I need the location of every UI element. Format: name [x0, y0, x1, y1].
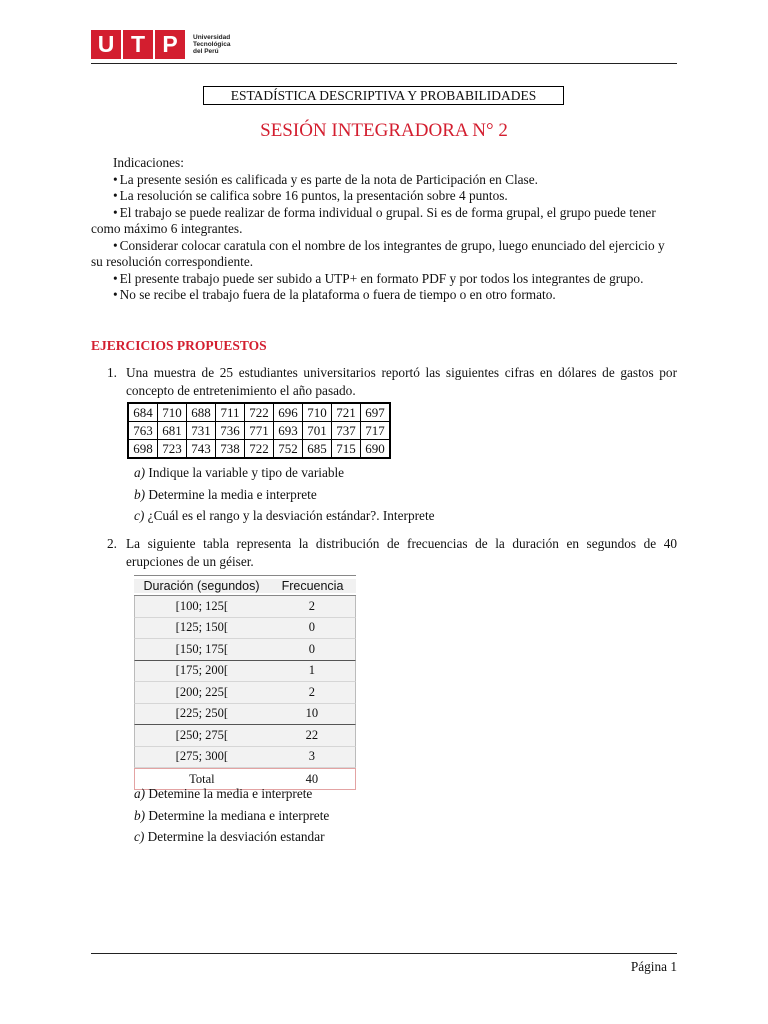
table-cell: 721	[332, 403, 361, 422]
table-cell: 715	[332, 440, 361, 459]
table-cell: 731	[187, 422, 216, 440]
table-cell: 737	[332, 422, 361, 440]
indication-item: • La resolución se califica sobre 16 puntos, la presentación sobre 4 puntos.	[113, 188, 508, 203]
table-cell: 696	[274, 403, 303, 422]
bullet-icon: •	[113, 171, 118, 187]
list-item: b) Determine la mediana e interprete	[134, 807, 330, 823]
indication-item: • No se recibe el trabajo fuera de la plataforma o fuera de tiempo o en otro formato.	[113, 287, 556, 302]
table-cell: 738	[216, 440, 245, 459]
bullet-icon: •	[113, 204, 118, 220]
table-cell: 701	[303, 422, 332, 440]
table-cell: 743	[187, 440, 216, 459]
table-cell: 723	[158, 440, 187, 459]
session-title: SESIÓN INTEGRADORA N° 2	[260, 120, 508, 141]
total-value: 40	[305, 771, 319, 786]
frequency-value: 3	[308, 749, 316, 764]
table-cell: 710	[158, 403, 187, 422]
logo-letter-p: P	[155, 30, 185, 59]
table-cell: 690	[361, 440, 391, 459]
indications-block	[91, 155, 677, 304]
table-row	[128, 440, 390, 459]
bullet-icon: •	[113, 188, 118, 203]
table-cell: 711	[216, 403, 245, 422]
table-row	[128, 422, 390, 440]
bullet-icon: •	[113, 287, 118, 302]
frequency-value: 1	[308, 663, 316, 678]
frequency-value: 10	[305, 706, 319, 721]
table-cell: 763	[128, 422, 158, 440]
table-cell: 771	[245, 422, 274, 440]
exercise-text: La siguiente tabla representa la distribución de frecuencias de la duración en segundos de 40 erupciones de un géiser.	[126, 536, 677, 569]
logo-line-2: Tecnológica	[193, 41, 231, 48]
indication-item: • Considerar colocar caratula con el nombre de los integrantes de grupo, luego enunciado del ejercicio y su resolución correspondiente.	[91, 237, 665, 269]
duration-interval: [275; 300[	[175, 749, 229, 764]
duration-interval: [125; 150[	[175, 620, 229, 635]
logo-line-3: del Perú	[193, 48, 219, 55]
header-divider	[91, 63, 677, 64]
header-frequency: Frecuencia	[269, 579, 356, 593]
logo-letter-u: U	[91, 30, 121, 59]
duration-interval: [250; 275[	[175, 727, 229, 742]
exercise-number: 2.	[107, 536, 117, 551]
table-cell: 752	[274, 440, 303, 459]
indication-item: • El presente trabajo puede ser subido a UTP+ en formato PDF y por todos los integrantes de grupo.	[113, 270, 644, 286]
frequency-value: 0	[308, 641, 316, 656]
list-item: c) Determine la desviación estandar	[134, 829, 325, 844]
table-row	[134, 704, 356, 726]
table-cell: 681	[158, 422, 187, 440]
list-item: a) Indique la variable y tipo de variable	[134, 465, 345, 480]
table-cell: 722	[245, 403, 274, 422]
footer-divider	[91, 953, 677, 954]
page-number: Página 1	[630, 959, 677, 974]
table-cell: 698	[128, 440, 158, 459]
frequency-value: 0	[308, 620, 316, 635]
logo-line-1: Universidad	[193, 34, 231, 41]
frequency-value: 22	[305, 727, 319, 742]
expenses-table	[127, 402, 391, 459]
total-label: Total	[189, 771, 215, 786]
table-cell: 684	[128, 403, 158, 422]
duration-interval: [200; 225[	[175, 684, 229, 699]
indication-item: • La presente sesión es calificada y es parte de la nota de Participación en Clase.	[113, 171, 538, 187]
table-row	[134, 639, 356, 661]
exercise-1-items	[134, 465, 435, 530]
table-row	[134, 682, 356, 704]
bullet-icon: •	[113, 237, 118, 253]
table-row	[134, 618, 356, 640]
bullet-icon: •	[113, 270, 118, 286]
section-title: EJERCICIOS PROPUESTOS	[91, 338, 267, 353]
table-row	[134, 596, 356, 618]
duration-interval: [150; 175[	[175, 641, 229, 656]
indications-heading: Indicaciones:	[113, 155, 184, 170]
table-cell: 688	[187, 403, 216, 422]
exercise-2-items	[134, 786, 329, 851]
utp-logo	[91, 30, 230, 59]
exercise-1	[91, 364, 677, 400]
table-row	[134, 725, 356, 747]
logo-text	[193, 34, 230, 55]
frequency-value: 2	[308, 598, 316, 613]
table-cell: 710	[303, 403, 332, 422]
table-cell: 722	[245, 440, 274, 459]
table-row	[128, 403, 390, 422]
table-cell: 693	[274, 422, 303, 440]
list-item: a) Detemine la media e interprete	[134, 786, 313, 801]
logo-letter-t: T	[123, 30, 153, 59]
frequency-value: 2	[308, 684, 316, 699]
table-cell: 717	[361, 422, 391, 440]
exercise-text: Una muestra de 25 estudiantes universitarios reportó las siguientes cifras en dólares de gastos por concepto de entretenimiento el año pasado.	[126, 365, 677, 398]
indication-item: • El trabajo se puede realizar de forma individual o grupal. Si es de forma grupal, el grupo puede tener como máximo 6 integrantes.	[91, 204, 656, 236]
page-header	[91, 30, 677, 62]
list-item: c) ¿Cuál es el rango y la desviación estándar?. Interprete	[134, 508, 435, 523]
duration-interval: [175; 200[	[175, 663, 229, 678]
table-cell: 685	[303, 440, 332, 459]
list-item: b) Determine la media e interprete	[134, 486, 317, 502]
table-cell: 697	[361, 403, 391, 422]
exercise-number: 1.	[107, 365, 117, 380]
course-title: ESTADÍSTICA DESCRIPTIVA Y PROBABILIDADES	[203, 86, 564, 105]
table-row	[134, 661, 356, 683]
exercise-2	[91, 535, 677, 571]
table-row	[134, 747, 356, 769]
frequency-table	[134, 575, 356, 790]
duration-interval: [225; 250[	[175, 706, 229, 721]
table-cell: 736	[216, 422, 245, 440]
table-header	[134, 575, 356, 596]
duration-interval: [100; 125[	[175, 598, 229, 613]
header-duration: Duración (segundos)	[134, 579, 269, 593]
